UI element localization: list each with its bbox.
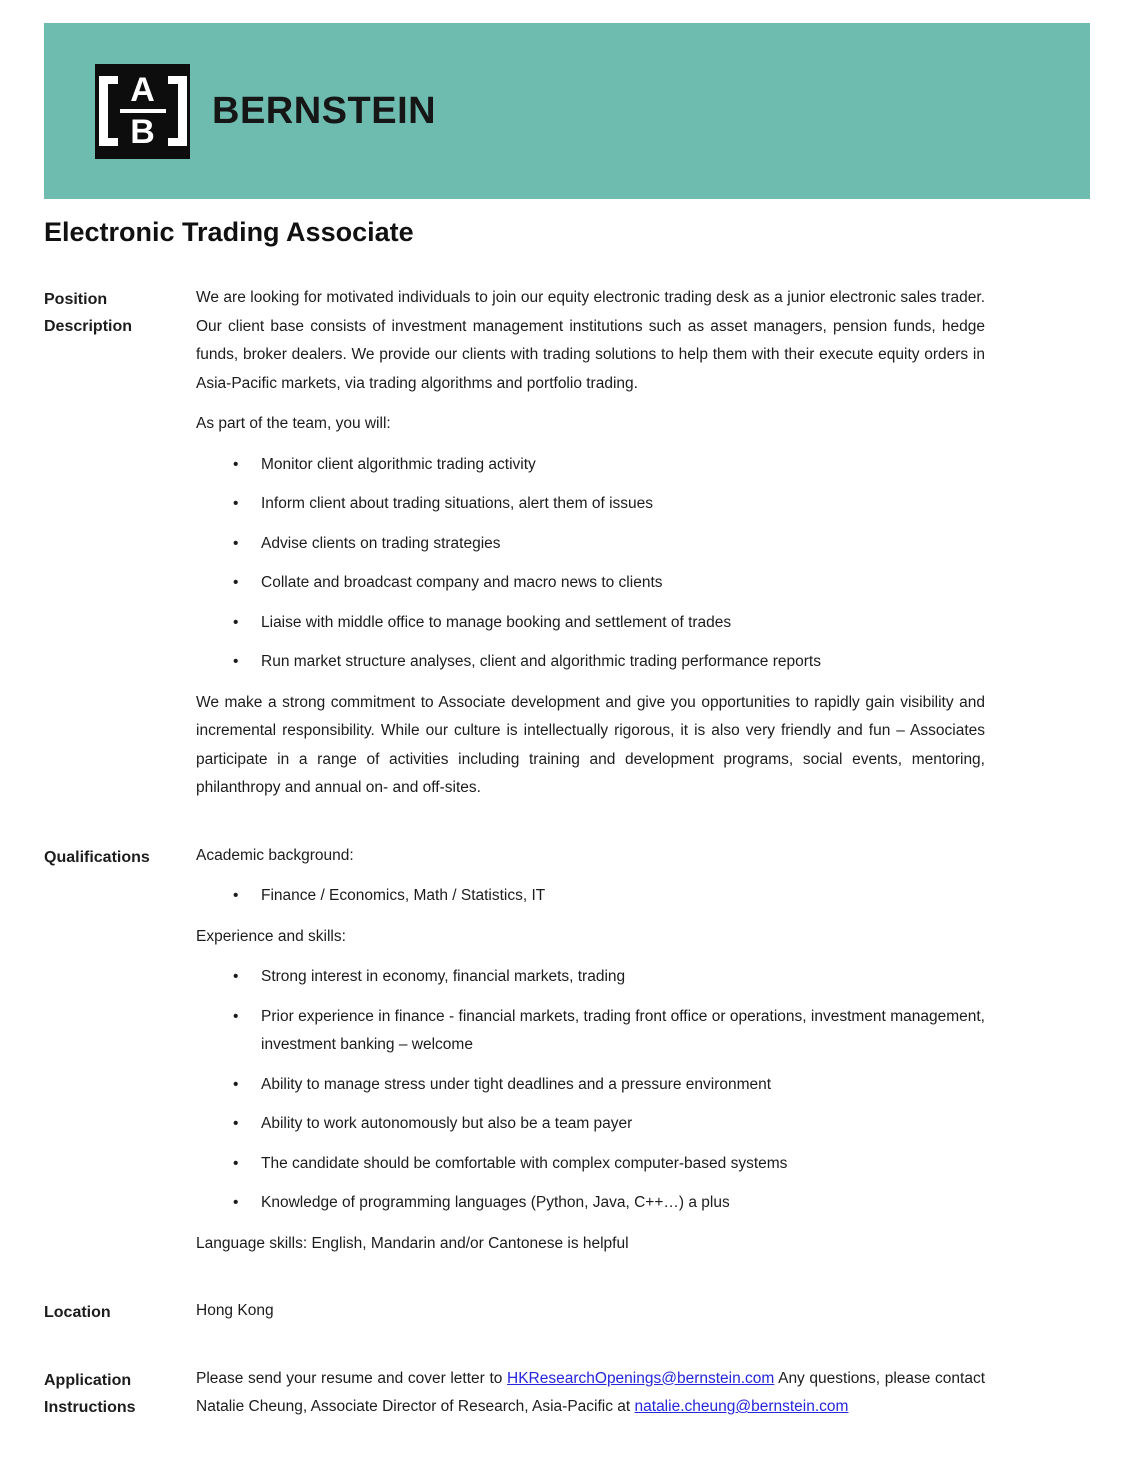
location-label: Location	[44, 1304, 111, 1321]
list-item: • The candidate should be comfortable with complex computer-based systems	[196, 1150, 985, 1179]
position-description-content	[196, 284, 985, 815]
logo-letters	[120, 73, 166, 149]
page-title: Electronic Trading Associate	[44, 217, 414, 247]
application-text-between: Any questions, please contact Natalie Cheung, Associate Director of Research, Asia-Pacific at	[196, 1369, 985, 1415]
position-description-label: Position Description	[44, 291, 133, 335]
logo-letter-a: A	[130, 71, 155, 109]
document-page	[0, 23, 1125, 1457]
list-item: • Strong interest in economy, financial markets, trading	[196, 963, 985, 992]
application-instructions-label: Application Instructions	[44, 1371, 136, 1416]
list-item: • Collate and broadcast company and macro news to clients	[196, 569, 985, 598]
brand-banner	[44, 23, 1090, 199]
list-item: • Inform client about trading situations, alert them of issues	[196, 490, 985, 519]
list-item: • Run market structure analyses, client and algorithmic trading performance reports	[196, 648, 985, 677]
list-item: • Finance / Economics, Math / Statistics, IT	[196, 882, 985, 911]
position-intro-paragraph: We are looking for motivated individuals to join our equity electronic trading desk as a junior electronic sales trader. Our client base consists of investment management institutions such as asset managers, pension funds, hedge funds, broker dealers. We provide our clients with trading solutions to help them with their execute equity orders in Asia-Pacific markets, via trading algorithms and portfolio trading.	[196, 289, 985, 392]
logo-right-bracket-icon	[168, 76, 187, 146]
academic-bullet-list	[196, 882, 985, 911]
location-content	[196, 1297, 985, 1338]
experience-bullet-list	[196, 963, 985, 1218]
logo-letter-b: B	[130, 113, 155, 151]
position-closing-paragraph: We make a strong commitment to Associate development and give you opportunities to rapidly gain visibility and incremental responsibility. While our culture is intellectually rigorous, it is also very friendly and fun – Associates participate in a range of activities including training and development programs, social events, mentoring, philanthropy and annual on- and off-sites.	[196, 693, 985, 796]
academic-heading: Academic background:	[196, 846, 354, 864]
experience-heading: Experience and skills:	[196, 927, 346, 945]
team-intro-line: As part of the team, you will:	[196, 415, 391, 432]
list-item: • Ability to work autonomously but also be a team payer	[196, 1110, 985, 1139]
application-instructions-content	[196, 1365, 985, 1434]
qualifications-content	[196, 842, 985, 1271]
list-item: • Monitor client algorithmic trading activity	[196, 451, 985, 480]
brand-name: BERNSTEIN	[212, 89, 437, 132]
language-skills-line: Language skills: English, Mandarin and/or Cantonese is helpful	[196, 1234, 629, 1252]
qualifications-label: Qualifications	[44, 848, 150, 866]
ab-bernstein-logo-icon	[95, 64, 190, 159]
application-paragraph	[196, 1365, 985, 1422]
natalie-cheung-email-link[interactable]: natalie.cheung@bernstein.com	[634, 1398, 849, 1415]
application-text-before: Please send your resume and cover letter to	[196, 1369, 508, 1387]
logo-left-bracket-icon	[99, 76, 118, 146]
list-item: • Liaise with middle office to manage booking and settlement of trades	[196, 609, 985, 638]
job-posting-body	[44, 284, 1125, 1434]
location-value: Hong Kong	[196, 1302, 274, 1319]
list-item: • Ability to manage stress under tight deadlines and a pressure environment	[196, 1071, 985, 1100]
hk-research-openings-email-link[interactable]: HKResearchOpenings@bernstein.com	[507, 1369, 775, 1387]
list-item: • Knowledge of programming languages (Python, Java, C++…) a plus	[196, 1189, 985, 1218]
position-bullet-list	[196, 451, 985, 677]
list-item: • Prior experience in finance - financial markets, trading front office or operations, investment management, investment banking – welcome	[196, 1003, 985, 1060]
list-item: • Advise clients on trading strategies	[196, 530, 985, 559]
